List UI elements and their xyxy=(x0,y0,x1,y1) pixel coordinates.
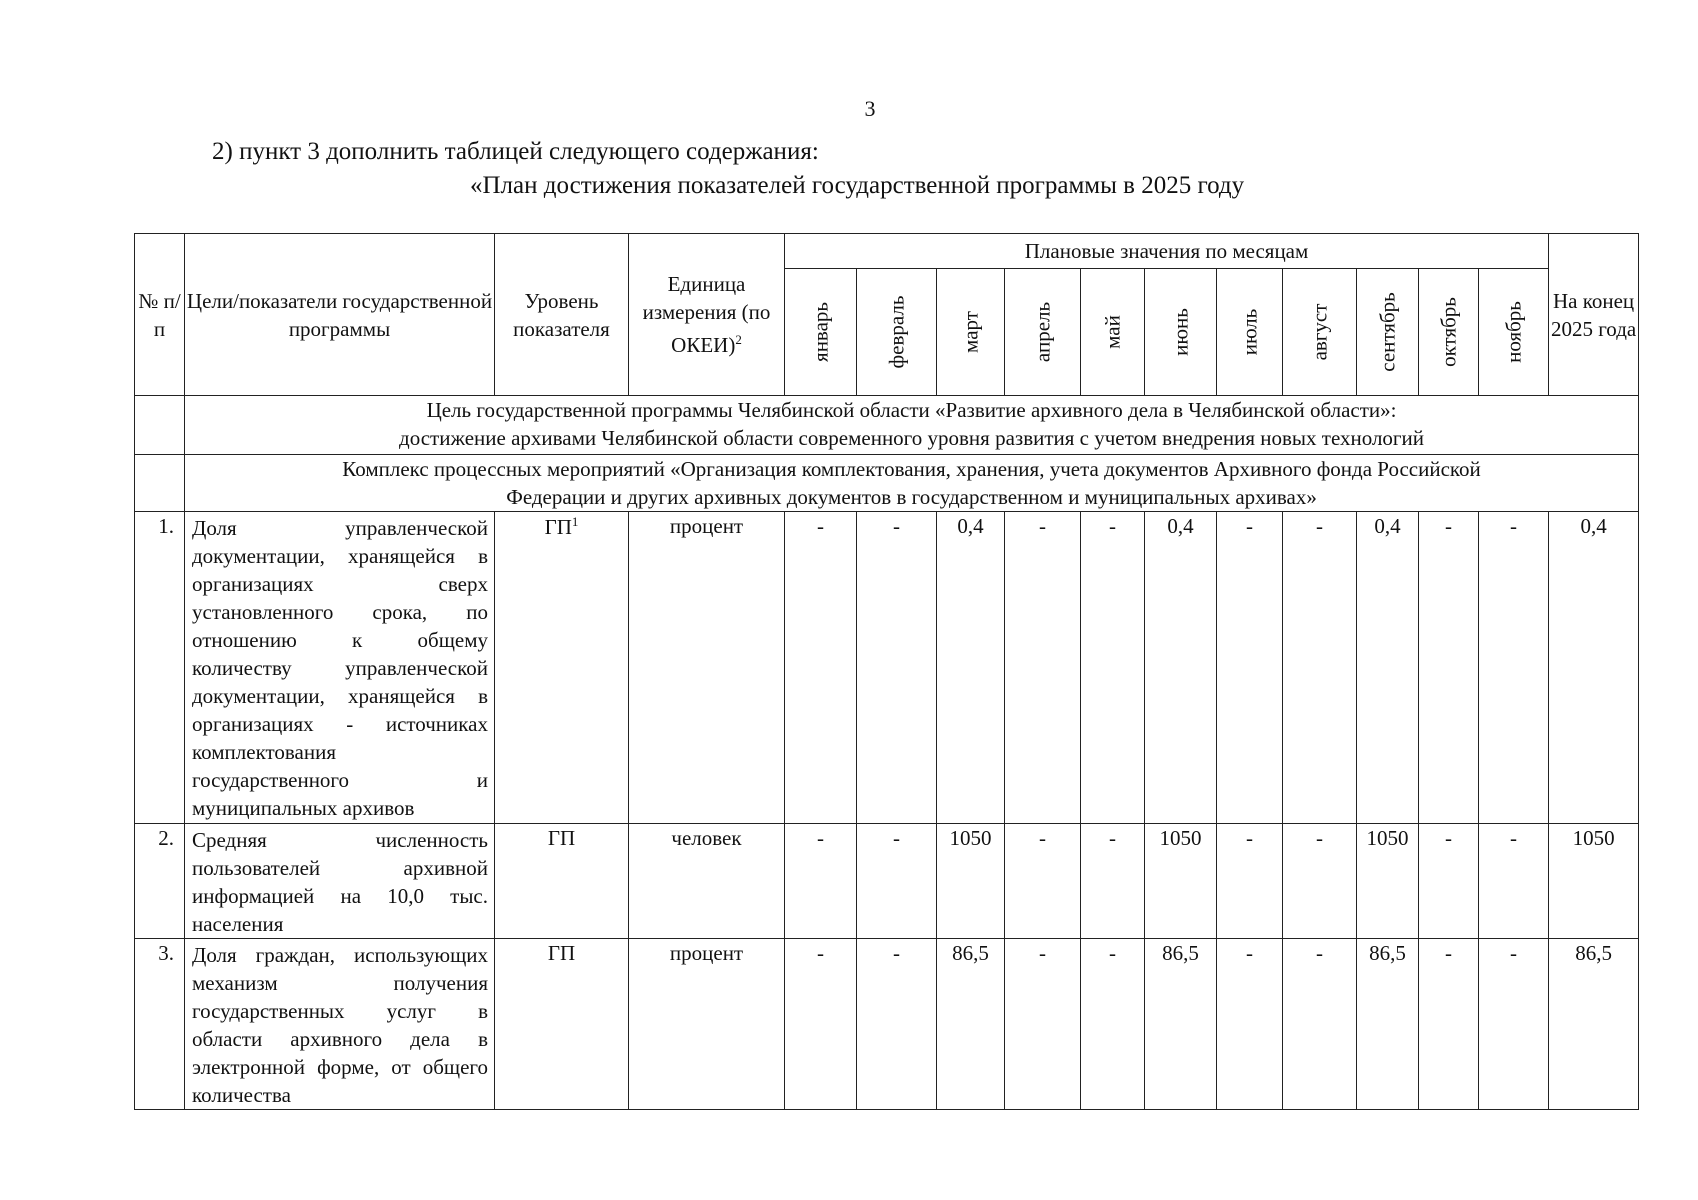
month-value-ноябрь: - xyxy=(1479,824,1549,939)
month-header-5 xyxy=(1145,269,1217,396)
month-value-февраль: - xyxy=(857,939,937,1110)
goal-row-text xyxy=(185,396,1639,455)
month-label: апрель xyxy=(1030,301,1054,363)
indicator-unit: процент xyxy=(629,939,785,1110)
month-label: ноябрь xyxy=(1501,301,1526,363)
page-number: 3 xyxy=(864,96,876,121)
indicator-level xyxy=(495,939,629,1110)
month-label: май xyxy=(1100,315,1124,349)
year-end-value: 1050 xyxy=(1549,824,1639,939)
row-number: 3. xyxy=(135,939,185,1110)
header-monthly: Плановые значения по месяцам xyxy=(785,234,1549,269)
goal-row-num xyxy=(135,396,185,455)
month-value-август: - xyxy=(1283,939,1357,1110)
month-value-август: - xyxy=(1283,512,1357,824)
month-value-июнь: 1050 xyxy=(1145,824,1217,939)
month-label: сентябрь xyxy=(1375,292,1399,372)
header-row xyxy=(135,234,1639,269)
complex-row-num xyxy=(135,455,185,512)
month-header-4 xyxy=(1081,269,1145,396)
header-unit-text: Единица измерения (по ОКЕИ) xyxy=(642,272,771,357)
month-label: март xyxy=(958,311,982,353)
header-unit xyxy=(629,234,785,396)
month-value-май: - xyxy=(1081,824,1145,939)
month-value-сентябрь: 1050 xyxy=(1357,824,1419,939)
month-value-сентябрь: 0,4 xyxy=(1357,512,1419,824)
month-header-1 xyxy=(857,269,937,396)
month-value-май: - xyxy=(1081,512,1145,824)
table-row xyxy=(135,512,1639,824)
indicator-name xyxy=(185,824,495,939)
month-value-июль: - xyxy=(1217,939,1283,1110)
month-value-июнь: 0,4 xyxy=(1145,512,1217,824)
month-value-октябрь: - xyxy=(1419,939,1479,1110)
month-label: август xyxy=(1307,303,1331,361)
indicator-name-last-line: населения xyxy=(192,912,284,936)
month-label: февраль xyxy=(884,295,908,369)
indicator-level-footnote: 1 xyxy=(571,514,579,529)
indicator-name xyxy=(185,939,495,1110)
year-end-value: 0,4 xyxy=(1549,512,1639,824)
month-value-октябрь: - xyxy=(1419,512,1479,824)
plan-table xyxy=(134,233,1639,1110)
month-header-6 xyxy=(1217,269,1283,396)
month-value-январь: - xyxy=(785,824,857,939)
indicator-name xyxy=(185,512,495,824)
complex-row xyxy=(135,455,1639,512)
header-level: Уровень показателя xyxy=(495,234,629,396)
month-label: октябрь xyxy=(1436,297,1460,367)
month-value-март: 0,4 xyxy=(937,512,1005,824)
indicator-level xyxy=(495,824,629,939)
year-end-value: 86,5 xyxy=(1549,939,1639,1110)
indicator-name-text: Доля граждан, использующих механизм получения государственных услуг в области архивного дела в электронной форме, от общего количества xyxy=(192,943,488,1107)
indicator-level-text: ГП xyxy=(547,941,576,965)
data-rows xyxy=(135,512,1639,1110)
indicator-level xyxy=(495,512,629,824)
goal-line-1: Цель государственной программы Челябинской области «Развитие архивного дела в Челябинской области»: xyxy=(426,398,1397,422)
header-num: № п/п xyxy=(135,234,185,396)
month-label: июнь xyxy=(1168,308,1192,356)
month-header-8 xyxy=(1357,269,1419,396)
header-end: На конец 2025 года xyxy=(1549,234,1639,396)
indicator-level-text: ГП xyxy=(544,515,572,539)
month-header-10 xyxy=(1479,269,1549,396)
goal-row xyxy=(135,396,1639,455)
intro-line: 2) пункт 3 дополнить таблицей следующего содержания: xyxy=(212,138,819,165)
month-value-февраль: - xyxy=(857,824,937,939)
row-number: 1. xyxy=(135,512,185,824)
month-value-апрель: - xyxy=(1005,939,1081,1110)
month-value-август: - xyxy=(1283,824,1357,939)
month-value-июль: - xyxy=(1217,512,1283,824)
indicator-name-text: Доля управленческой документации, хранящейся в организациях сверх установленного срока, по отношению к общему количеству управленческой документации, хранящейся в организациях - источниках комплектования государственного и xyxy=(192,516,488,792)
indicator-name-text: Средняя численность пользователей архивной информацией на 10,0 тыс. xyxy=(192,828,488,908)
month-value-март: 86,5 xyxy=(937,939,1005,1110)
goal-line-2: достижение архивами Челябинской области современного уровня развития с учетом внедрения новых технологий xyxy=(399,426,1425,450)
month-value-сентябрь: 86,5 xyxy=(1357,939,1419,1110)
table-row xyxy=(135,824,1639,939)
month-header-7 xyxy=(1283,269,1357,396)
indicator-unit: процент xyxy=(629,512,785,824)
complex-row-text xyxy=(185,455,1639,512)
month-value-май: - xyxy=(1081,939,1145,1110)
month-value-апрель: - xyxy=(1005,512,1081,824)
indicator-name-last-line: муниципальных архивов xyxy=(192,796,415,820)
indicator-level-text: ГП xyxy=(547,826,576,850)
month-header-0 xyxy=(785,269,857,396)
month-value-январь: - xyxy=(785,939,857,1110)
month-label: январь xyxy=(808,302,832,362)
month-value-март: 1050 xyxy=(937,824,1005,939)
complex-line-2: Федерации и других архивных документов в государственном и муниципальных архивах» xyxy=(506,485,1317,509)
table-title: «План достижения показателей государственной программы в 2025 году xyxy=(470,172,1245,199)
month-value-февраль: - xyxy=(857,512,937,824)
month-header-3 xyxy=(1005,269,1081,396)
month-header-2 xyxy=(937,269,1005,396)
row-number: 2. xyxy=(135,824,185,939)
month-value-октябрь: - xyxy=(1419,824,1479,939)
month-value-апрель: - xyxy=(1005,824,1081,939)
header-unit-sup: 2 xyxy=(735,332,742,347)
month-value-июль: - xyxy=(1217,824,1283,939)
month-value-ноябрь: - xyxy=(1479,939,1549,1110)
month-value-июнь: 86,5 xyxy=(1145,939,1217,1110)
header-goals: Цели/показатели государственной программы xyxy=(185,234,495,396)
complex-line-1: Комплекс процессных мероприятий «Организация комплектования, хранения, учета документов Архивного фонда Российской xyxy=(342,457,1481,481)
indicator-unit: человек xyxy=(629,824,785,939)
table-row xyxy=(135,939,1639,1110)
month-label: июль xyxy=(1237,308,1261,356)
month-value-январь: - xyxy=(785,512,857,824)
month-value-ноябрь: - xyxy=(1479,512,1549,824)
month-header-9 xyxy=(1419,269,1479,396)
